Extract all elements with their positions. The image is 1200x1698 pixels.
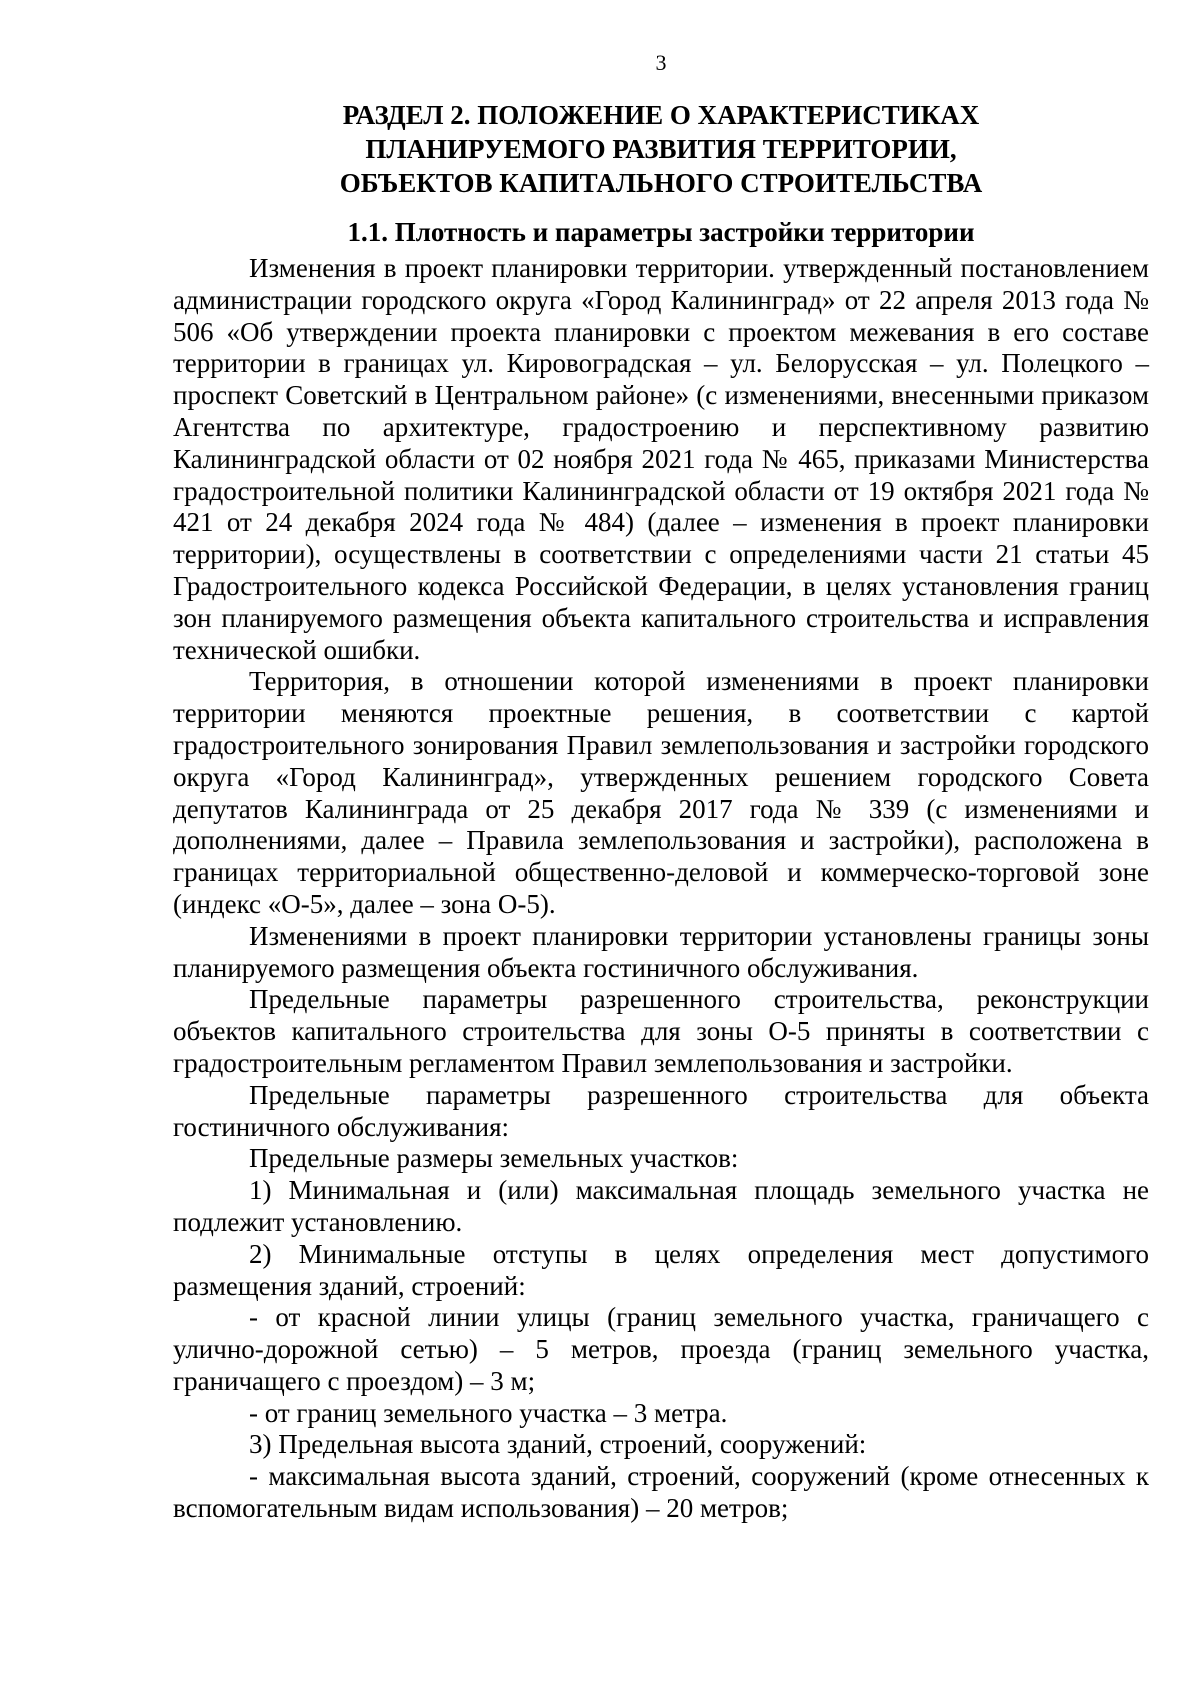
section-title-line: ПЛАНИРУЕМОГО РАЗВИТИЯ ТЕРРИТОРИИ, [365, 134, 957, 164]
paragraph: Предельные параметры разрешенного строительства, реконструкции объектов капитального строительства для зоны О-5 приняты в соответствии с градостроительным регламентом Правил землепользования и застройки. [173, 984, 1149, 1078]
paragraph: Изменениями в проект планировки территории установлены границы зоны планируемого размещения объекта гостиничного обслуживания. [173, 920, 1149, 983]
list-item: - от красной линии улицы (границ земельного участка, граничащего с улично-дорожной сетью) – 5 метров, проезда (границ земельного участка, граничащего с проездом) – 3 м; [173, 1302, 1149, 1396]
paragraph: Предельные размеры земельных участков: [249, 1143, 739, 1174]
list-item: 1) Минимальная и (или) максимальная площадь земельного участка не подлежит установлению. [173, 1175, 1149, 1237]
document-page [173, 50, 1149, 1525]
subsection-title: 1.1. Плотность и параметры застройки территории [347, 217, 975, 247]
paragraph: Территория, в отношении которой изменениями в проект планировки территории меняются проектные решения, в соответствии с картой градостроительного зонирования Правил землепользования и застройки городского округа «Город Калининград», утвержденных решением городского Совета депутатов Калининграда от 25 декабря 2017 года № 339 (с изменениями и дополнениями, далее – Правила землепользования и застройки), расположена в границах территориальной общественно-деловой и коммерческо-торговой зоне (индекс «О-5», далее – зона О-5). [173, 666, 1149, 919]
list-item: - максимальная высота зданий, строений, сооружений (кроме отнесенных к вспомогательным видам использования) – 20 метров; [173, 1461, 1149, 1524]
list-item: 2) Минимальные отступы в целях определения мест допустимого размещения зданий, строений: [173, 1238, 1149, 1301]
paragraph: Предельные параметры разрешенного строительства для объекта гостиничного обслуживания: [173, 1079, 1149, 1142]
paragraph: Изменения в проект планировки территории. утвержденный постановлением администрации городского округа «Город Калининград» от 22 апреля 2013 года № 506 «Об утверждении проекта планировки с проектом межевания в его составе территории в границах ул. Кировоградская – ул. Белорусская – ул. Полецкого – проспект Советский в Центральном районе» (с изменениями, внесенными приказом Агентства по архитектуре, градостроению и перспективному развитию Калининградской области от 02 ноября 2021 года № 465, приказами Министерства градостроительной политики Калининградской области от 19 октября 2021 года № 421 от 24 декабря 2024 года № 484) (далее – изменения в проект планировки территории), осуществлены в соответствии с определениями части 21 статьи 45 Градостроительного кодекса Российской Федерации, в целях установления границ зон планируемого размещения объекта капитального строительства и исправления технической ошибки. [173, 253, 1149, 665]
list-item: 3) Предельная высота зданий, строений, сооружений: [249, 1429, 867, 1460]
list-item: - от границ земельного участка – 3 метра. [249, 1397, 728, 1428]
page-number: 3 [655, 50, 667, 75]
section-title-line: ОБЪЕКТОВ КАПИТАЛЬНОГО СТРОИТЕЛЬСТВА [339, 168, 983, 198]
body-text [173, 253, 1149, 1525]
section-title-line: РАЗДЕЛ 2. ПОЛОЖЕНИЕ О ХАРАКТЕРИСТИКАХ [342, 100, 980, 130]
section-title [173, 98, 1149, 200]
